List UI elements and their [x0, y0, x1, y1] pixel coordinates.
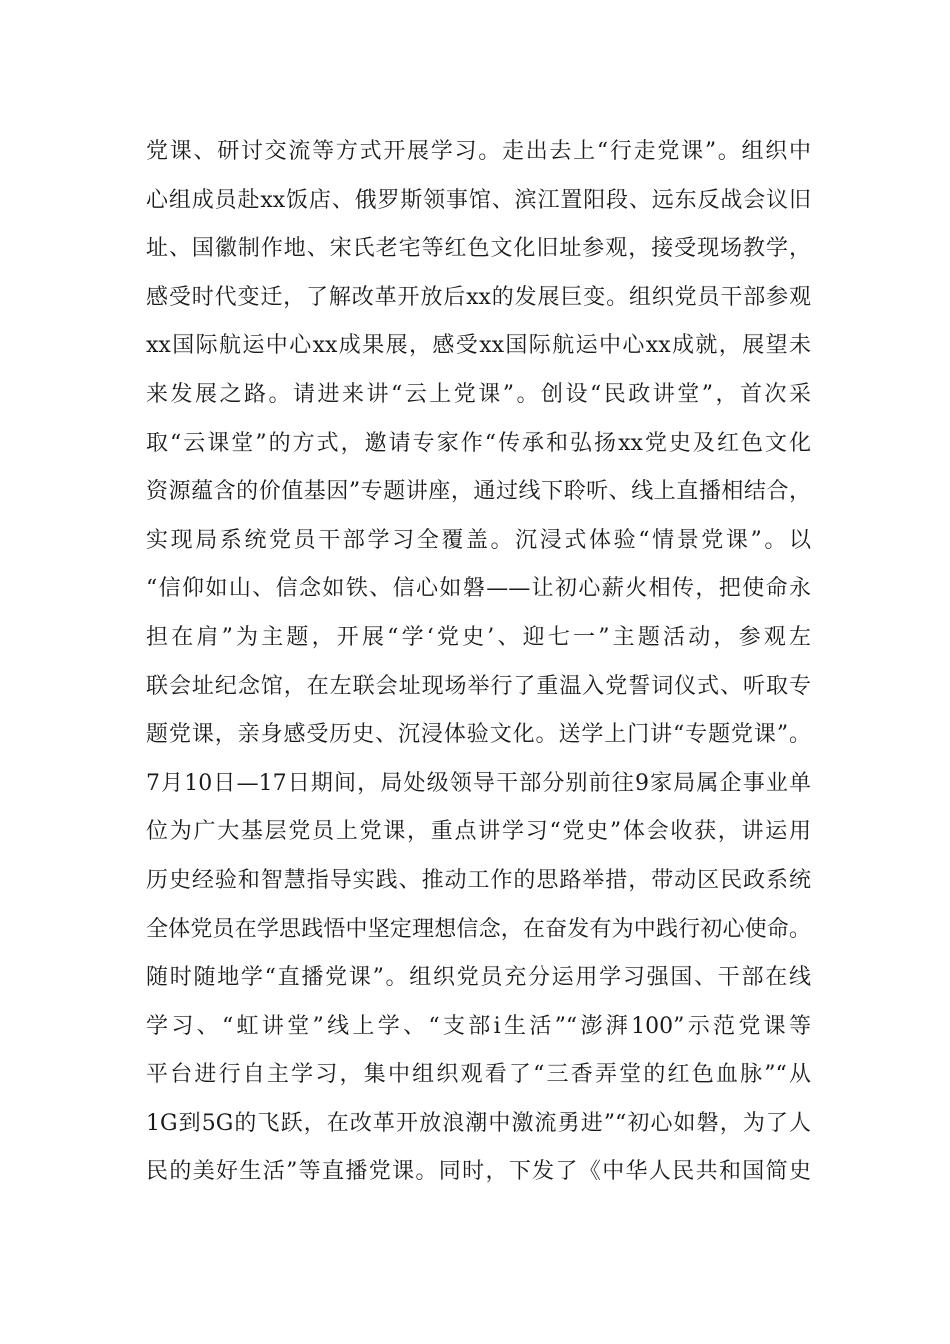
text-line: “信仰如山、信念如铁、信心如磐——让初心薪火相传，把使命永 [146, 576, 811, 602]
text-line: 联会址纪念馆，在左联会址现场举行了重温入党誓词仪式、听取专 [146, 673, 811, 699]
text-line: 址、国徽制作地、宋氏老宅等红色文化旧址参观，接受现场教学， [146, 236, 811, 262]
text-line: 党课、研讨交流等方式开展学习。走出去上“行走党课”。组织中 [146, 139, 811, 164]
text-line: 资源蕴含的价值基因”专题讲座，通过线下聆听、线上直播相结合， [146, 479, 811, 505]
text-line: 平台进行自主学习，集中组织观看了“三香弄堂的红色血脉”“从 [146, 1062, 811, 1088]
text-line: 民的美好生活”等直播党课。同时，下发了《中华人民共和国简史 [146, 1159, 811, 1185]
text-line: 担在肩”为主题，开展“学‘党史’、迎七一”主题活动，参观左 [146, 624, 811, 650]
text-line: 取“云课堂”的方式，邀请专家作“传承和弘扬xx党史及红色文化 [146, 430, 811, 456]
text-line: 题党课，亲身感受历史、沉浸体验文化。送学上门讲“专题党课”。 [146, 722, 811, 748]
text-line: 实现局系统党员干部学习全覆盖。沉浸式体验“情景党课”。以 [146, 527, 811, 553]
text-line: 全体党员在学思践悟中坚定理想信念，在奋发有为中践行初心使命。 [146, 916, 811, 942]
body-paragraph [146, 128, 811, 1197]
text-line: xx国际航运中心xx成果展，感受xx国际航运中心xx成就，展望未 [146, 333, 811, 359]
text-line: 随时随地学“直播党课”。组织党员充分运用学习强国、干部在线 [146, 965, 811, 991]
text-line: 感受时代变迁，了解改革开放后xx的发展巨变。组织党员干部参观 [146, 284, 811, 310]
text-line: 1G到5G的飞跃，在改革开放浪潮中激流勇进”“初心如磐，为了人 [146, 1110, 811, 1136]
text-line: 来发展之路。请进来讲“云上党课”。创设“民政讲堂”，首次采 [146, 381, 811, 407]
text-line: 学习、“虹讲堂”线上学、“支部i生活”“澎湃100”示范党课等 [146, 1013, 811, 1039]
text-line: 位为广大基层党员上党课，重点讲学习“党史”体会收获，讲运用 [146, 819, 811, 845]
text-line: 心组成员赴xx饭店、俄罗斯领事馆、滨江置阳段、远东反战会议旧 [146, 187, 811, 213]
text-line: 7月10日—17日期间，局处级领导干部分别前往9家局属企事业单 [146, 770, 811, 796]
text-line: 历史经验和智慧指导实践、推动工作的思路举措，带动区民政系统 [146, 867, 811, 893]
